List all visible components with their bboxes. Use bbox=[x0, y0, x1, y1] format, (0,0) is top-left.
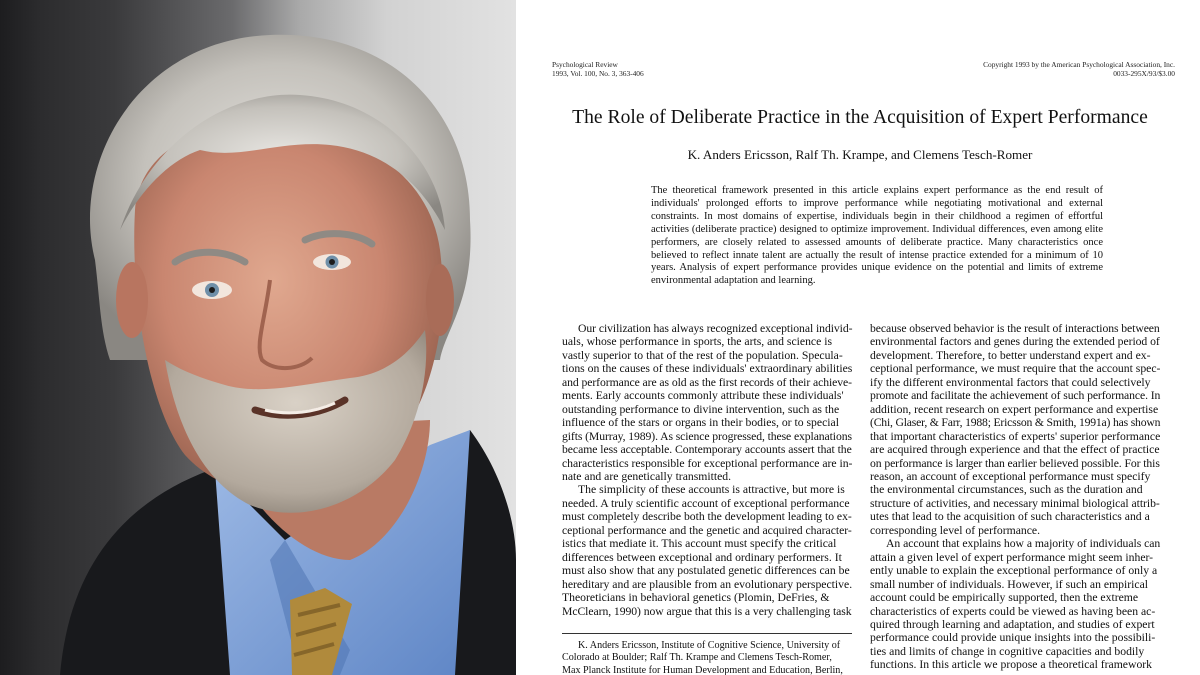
body-line: addition, recent research on expert performance and expertise bbox=[870, 402, 1159, 416]
body-line: ments. Early accounts commonly attribute these individuals' bbox=[562, 389, 844, 403]
body-line: became less acceptable. Contemporary accounts assert that the bbox=[562, 443, 852, 457]
body-line: (Chi, Glaser, & Farr, 1988; Ericsson & Smith, 1991a) has shown bbox=[870, 416, 1161, 430]
body-line: functions. In this article we propose a theoretical framework bbox=[870, 658, 1153, 672]
body-line: differences between exceptional and ordinary performers. It bbox=[562, 550, 842, 564]
footnote-rule bbox=[562, 633, 852, 634]
body-line: gifts (Murray, 1989). As science progressed, these explanations bbox=[562, 429, 852, 443]
body-column-right bbox=[870, 322, 1160, 672]
abstract: The theoretical framework presented in this article explains expert performance as the end result of individuals' prolonged efforts to improve performance while negotiating motivational and external constraints. In most domains of expertise, individuals begin in their childhood a regimen of effortful activities (deliberate practice) designed to optimize improvement. Individual differences, even among elite performers, are closely related to assessed amounts of deliberate practice. Many characteristics once believed to reflect innate talent are actually the result of intense practice extended for a minimum of 10 years. Analysis of expert performance provides unique evidence on the potential and limits of extreme environmental adaptation and learning. bbox=[651, 185, 1103, 287]
body-line: McClearn, 1990) now argue that this is a very challenging task bbox=[562, 604, 852, 618]
body-line: Our civilization has always recognized exceptional individ- bbox=[578, 322, 853, 335]
body-line: are acquired through experience and that the effect of practice bbox=[870, 443, 1160, 457]
copyright-line: Copyright 1993 by the American Psychological Association, Inc. bbox=[983, 60, 1175, 69]
body-line: on performance is larger than earlier believed possible. For this bbox=[870, 456, 1160, 470]
journal-name: Psychological Review bbox=[552, 60, 618, 69]
body-line: vastly superior to that of the rest of the population. Specula- bbox=[562, 348, 843, 362]
body-line: ceptional performance, we must require that the account spec- bbox=[870, 362, 1161, 376]
body-line: quired through learning and adaptation, and studies of expert bbox=[870, 617, 1155, 631]
body-line: characteristics responsible for exceptional performance are in- bbox=[562, 456, 853, 470]
body-line: An account that explains how a majority of individuals can bbox=[886, 537, 1161, 551]
body-line: and performance are as old as the first records of their achieve- bbox=[562, 375, 852, 389]
body-line: reason, an account of exceptional performance must specify bbox=[870, 469, 1151, 483]
paper-page bbox=[516, 0, 1200, 675]
body-line: characteristics of experts could be viewed as having been ac- bbox=[870, 604, 1156, 618]
journal-issue: 1993, Vol. 100, No. 3, 363-406 bbox=[552, 69, 644, 79]
issn-code: 0033-295X/93/$3.00 bbox=[1113, 69, 1175, 79]
body-line: nate and are genetically transmitted. bbox=[562, 469, 732, 483]
body-line: istics that mediate it. This account must specify the critical bbox=[562, 537, 837, 551]
body-line: needed. A truly scientific account of exceptional performance bbox=[562, 496, 850, 510]
body-line: influence of the stars or organs in their bodies, or to special bbox=[562, 416, 839, 430]
portrait-photo bbox=[0, 0, 516, 675]
paper-title: The Role of Deliberate Practice in the Acquisition of Expert Performance bbox=[572, 107, 1148, 128]
body-line: utes that lead to the acquisition of such characteristics and a bbox=[870, 510, 1150, 524]
body-line: development. Therefore, to better understand expert and ex- bbox=[870, 348, 1151, 362]
footnote-line: Max Planck Institute for Human Development and Education, Berlin, bbox=[562, 664, 843, 675]
body-line: ify the different environmental factors that could selectively bbox=[870, 375, 1151, 389]
body-line: uals, whose performance in sports, the arts, and science is bbox=[562, 335, 833, 349]
body-line: must also show that any postulated genetic differences can be bbox=[562, 564, 850, 578]
body-line: ceptional performance and the genetic and acquired character- bbox=[562, 523, 852, 537]
copyright-header bbox=[983, 60, 1175, 78]
body-line: must completely describe both the development leading to ex- bbox=[562, 510, 852, 524]
body-line: hereditary and are plausible from an evolutionary perspective. bbox=[562, 577, 853, 591]
footnote bbox=[562, 640, 852, 675]
body-line: the environmental circumstances, such as the duration and bbox=[870, 483, 1143, 497]
body-line: tions on the causes of these individuals' extraordinary abilities bbox=[562, 362, 853, 376]
portrait-illustration bbox=[0, 0, 516, 675]
body-line: structure of activities, and necessary minimal biological attrib- bbox=[870, 496, 1160, 510]
body-line: outstanding performance to divine intervention, such as the bbox=[562, 402, 840, 416]
body-line: environmental factors and genes during the extended period of bbox=[870, 335, 1160, 349]
body-line: attain a given level of expert performance might seem inher- bbox=[870, 550, 1154, 564]
footnote-line: Colorado at Boulder; Ralf Th. Krampe and Clemens Tesch-Romer, bbox=[562, 652, 832, 664]
body-line: promote and facilitate the achievement of such performance. In bbox=[870, 389, 1161, 403]
body-line: corresponding level of performance. bbox=[870, 523, 1041, 537]
body-line: small number of individuals. However, if such an empirical bbox=[870, 577, 1149, 591]
body-line: that important characteristics of experts' superior performance bbox=[870, 429, 1161, 443]
body-line: ently unable to explain the exceptional performance of only a bbox=[870, 564, 1158, 578]
body-line: account could be empirically supported, then the extreme bbox=[870, 591, 1139, 605]
body-line: The simplicity of these accounts is attractive, but more is bbox=[578, 483, 845, 497]
body-line: performance could provide unique insights into the possibili- bbox=[870, 631, 1156, 645]
body-line: Theoreticians in behavioral genetics (Plomin, DeFries, & bbox=[562, 591, 830, 605]
body-line: because observed behavior is the result of interactions between bbox=[870, 322, 1160, 335]
body-line: ties and limits of change in cognitive capacities and bodily bbox=[870, 644, 1145, 658]
body-column-left bbox=[562, 322, 852, 618]
paper-authors: K. Anders Ericsson, Ralf Th. Krampe, and Clemens Tesch-Romer bbox=[687, 147, 1033, 162]
footnote-line: K. Anders Ericsson, Institute of Cognitive Science, University of bbox=[578, 640, 841, 651]
journal-header bbox=[552, 60, 644, 78]
